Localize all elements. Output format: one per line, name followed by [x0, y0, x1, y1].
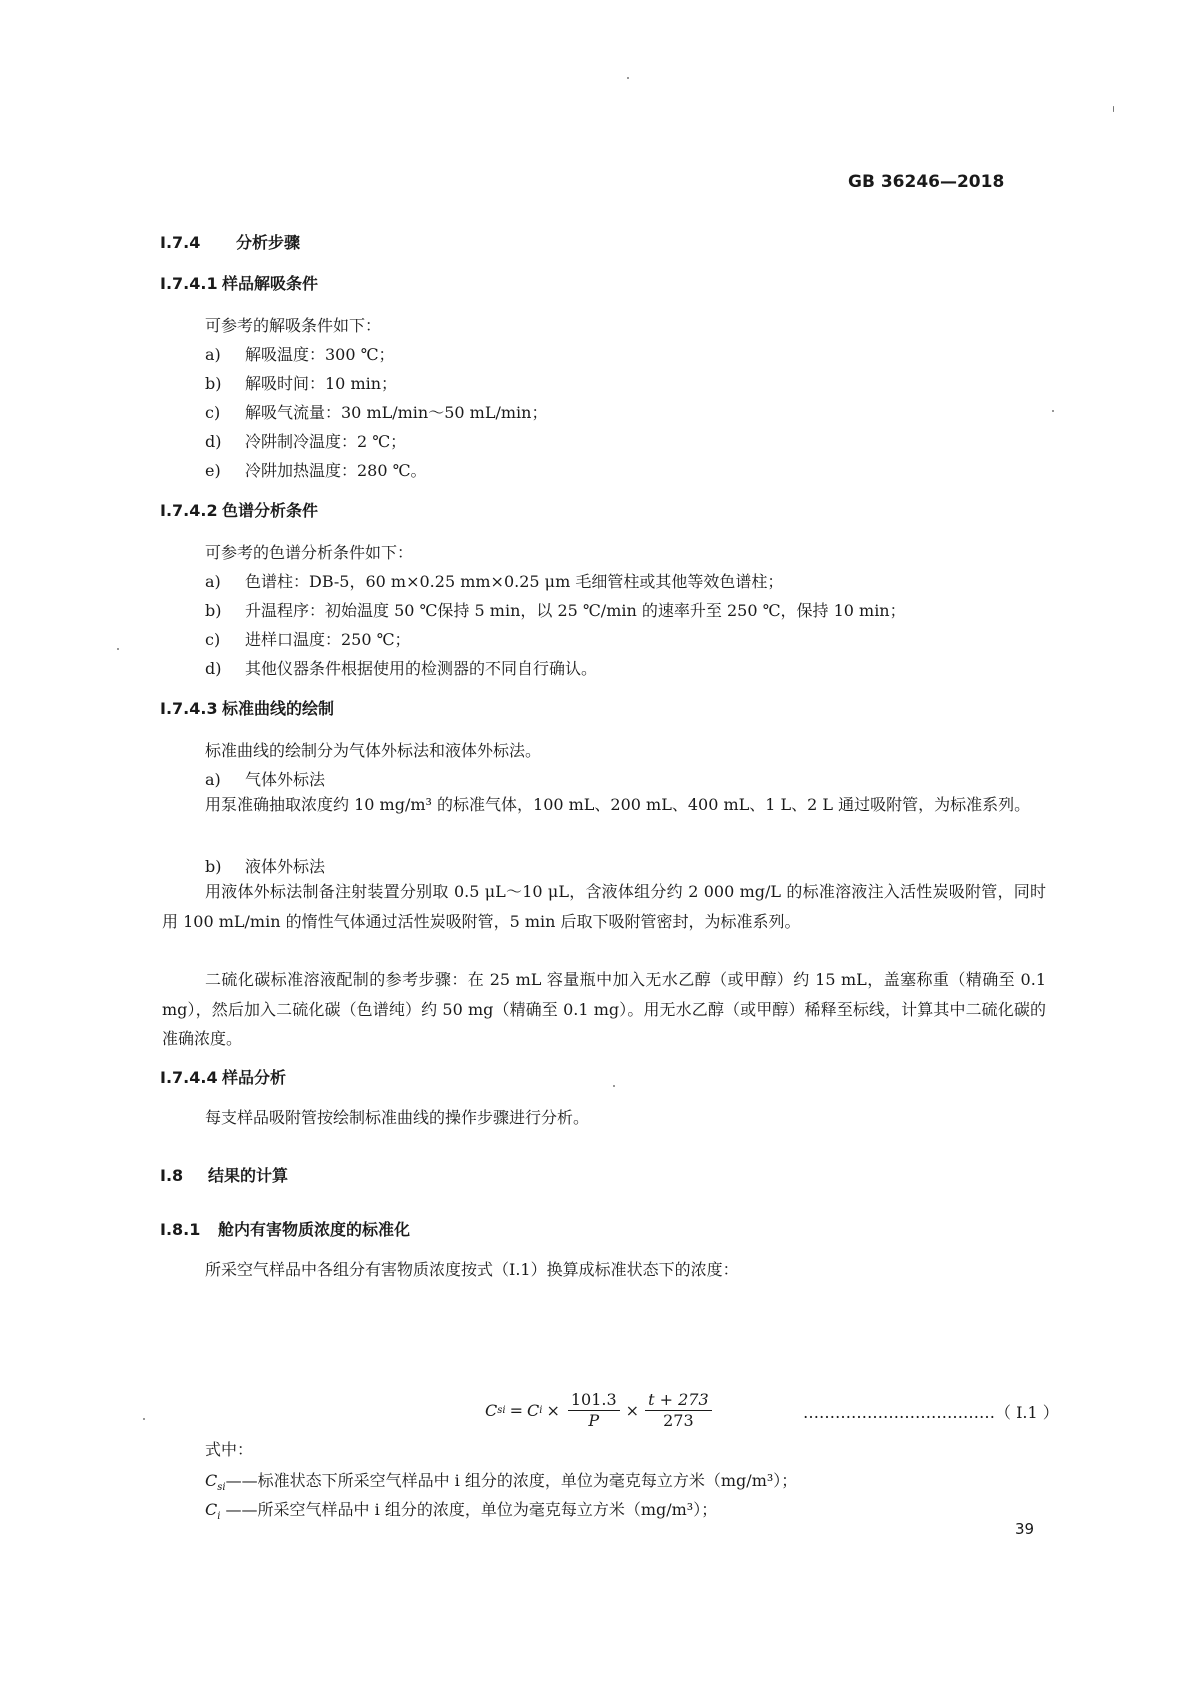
heading-number: I.7.4.1 — [160, 274, 218, 293]
list-label: d) — [205, 659, 222, 678]
scan-speck — [627, 77, 629, 79]
equation-label: ………………………………（ I.1 ） — [803, 1403, 1059, 1422]
formula-c: C — [527, 1401, 540, 1420]
heading-i-7-4 — [160, 230, 300, 253]
formula-times: × — [546, 1401, 560, 1420]
heading-number: I.7.4.4 — [160, 1068, 218, 1087]
list-text: 解吸气流量：30 mL/min～50 mL/min； — [245, 403, 548, 422]
paragraph: 用泵准确抽取浓度约 10 mg/m³ 的标准气体，100 mL、200 mL、400 mL、1 L、2 L 通过吸附管，为标准系列。 — [205, 795, 1031, 814]
heading-title: 结果的计算 — [208, 1166, 289, 1185]
definition-symbol: C — [205, 1500, 218, 1519]
formula-times: × — [625, 1401, 640, 1420]
list-label: a) — [205, 345, 221, 364]
list-item — [205, 371, 397, 394]
list-text: 解吸温度：300 ℃； — [245, 345, 395, 364]
list-item — [205, 342, 395, 365]
paragraph: 可参考的解吸条件如下： — [205, 316, 382, 335]
heading-number: I.8.1 — [160, 1220, 201, 1239]
heading-i-7-4-4 — [160, 1065, 286, 1088]
paragraph: 所采空气样品中各组分有害物质浓度按式（I.1）换算成标准状态下的浓度： — [205, 1260, 739, 1279]
list-item — [205, 767, 325, 790]
definition-symbol: C — [205, 1471, 218, 1490]
formula-lhs: C — [485, 1401, 498, 1420]
list-item — [205, 458, 427, 481]
list-label: c) — [205, 630, 221, 649]
list-label: c) — [205, 403, 221, 422]
scan-speck — [613, 1085, 615, 1087]
list-text: 冷阱加热温度：280 ℃。 — [245, 461, 427, 480]
heading-title: 舱内有害物质浓度的标准化 — [218, 1220, 411, 1239]
list-text: 液体外标法 — [245, 857, 326, 876]
fraction-numerator: t + 273 — [645, 1390, 712, 1411]
definition-text: ——标准状态下所采空气样品中 i 组分的浓度，单位为毫克每立方米（mg/m³）； — [225, 1471, 798, 1490]
list-text: 色谱柱：DB-5，60 m×0.25 mm×0.25 μm 毛细管柱或其他等效色谱柱； — [245, 572, 784, 591]
list-item — [205, 400, 547, 423]
list-label: b) — [205, 601, 222, 620]
fraction-denominator: P — [588, 1411, 600, 1430]
formula-equals: = — [509, 1401, 523, 1420]
heading-i-8-1 — [160, 1217, 410, 1240]
scan-speck — [1052, 410, 1054, 412]
list-label: d) — [205, 432, 222, 451]
paragraph: 式中： — [205, 1440, 254, 1459]
fraction-numerator: 101.3 — [568, 1390, 620, 1411]
list-text: 进样口温度：250 ℃； — [245, 630, 411, 649]
list-text: 升温程序：初始温度 50 ℃保持 5 min，以 25 ℃/min 的速率升至 250 ℃，保持 10 min； — [245, 601, 906, 620]
fraction-temperature — [645, 1390, 712, 1431]
heading-title: 样品分析 — [222, 1068, 287, 1087]
heading-i-7-4-3 — [160, 696, 334, 719]
definition-subscript: si — [217, 1482, 226, 1494]
paragraph: 用液体外标法制备注射装置分别取 0.5 μL～10 μL，含液体组分约 2 000 mg/L 的标准溶液注入活性炭吸附管，同时用 100 mL/min 的惰性气体通过活性炭吸附管，5 min 后取下吸附管密封，为标准系列。 — [162, 882, 1046, 931]
heading-number: I.7.4.2 — [160, 501, 218, 520]
definition-item — [205, 1468, 797, 1493]
heading-title: 分析步骤 — [236, 233, 301, 252]
list-item — [205, 854, 325, 877]
heading-title: 样品解吸条件 — [222, 274, 319, 293]
list-item — [205, 569, 783, 592]
paragraph: 二硫化碳标准溶液配制的参考步骤：在 25 mL 容量瓶中加入无水乙醇（或甲醇）约 15 mL，盖塞称重（精确至 0.1 mg），然后加入二硫化碳（色谱纯）约 50 mg（精确至 0.1 mg）。用无水乙醇（或甲醇）稀释至标线，计算其中二硫化碳的准确浓度。 — [162, 970, 1046, 1048]
heading-number: I.7.4.3 — [160, 699, 218, 718]
list-item — [205, 429, 406, 452]
scan-speck — [117, 648, 119, 650]
scan-speck — [143, 1418, 145, 1420]
heading-title: 色谱分析条件 — [222, 501, 319, 520]
paragraph: 每支样品吸附管按绘制标准曲线的操作步骤进行分析。 — [205, 1108, 590, 1127]
list-item — [205, 598, 906, 621]
list-item — [205, 656, 597, 679]
formula-c-subscript: i — [539, 1405, 543, 1416]
definition-text: ——所采空气样品中 i 组分的浓度，单位为毫克每立方米（mg/m³）； — [220, 1500, 718, 1519]
formula-i-1 — [485, 1390, 716, 1431]
scan-speck — [1113, 106, 1114, 112]
definition-subscript: i — [217, 1511, 221, 1523]
paragraph: 标准曲线的绘制分为气体外标法和液体外标法。 — [205, 741, 542, 760]
heading-i-8 — [160, 1163, 288, 1186]
heading-number: I.8 — [160, 1166, 184, 1185]
page-number: 39 — [1015, 1520, 1035, 1538]
heading-i-7-4-2 — [160, 498, 318, 521]
list-text: 解吸时间：10 min； — [245, 374, 398, 393]
list-label: b) — [205, 857, 222, 876]
definition-item — [205, 1497, 717, 1522]
list-label: a) — [205, 770, 221, 789]
list-label: e) — [205, 461, 221, 480]
heading-number: I.7.4 — [160, 233, 201, 252]
document-number: GB 36246—2018 — [848, 172, 1005, 192]
list-text: 冷阱制冷温度：2 ℃； — [245, 432, 407, 451]
heading-i-7-4-1 — [160, 271, 318, 294]
fraction-denominator: 273 — [663, 1411, 694, 1430]
list-label: b) — [205, 374, 222, 393]
list-item — [205, 627, 411, 650]
list-text: 其他仪器条件根据使用的检测器的不同自行确认。 — [245, 659, 598, 678]
heading-title: 标准曲线的绘制 — [222, 699, 335, 718]
fraction-pressure — [568, 1390, 620, 1431]
list-label: a) — [205, 572, 221, 591]
list-text: 气体外标法 — [245, 770, 326, 789]
paragraph: 可参考的色谱分析条件如下： — [205, 543, 414, 562]
formula-lhs-subscript: si — [497, 1405, 506, 1416]
